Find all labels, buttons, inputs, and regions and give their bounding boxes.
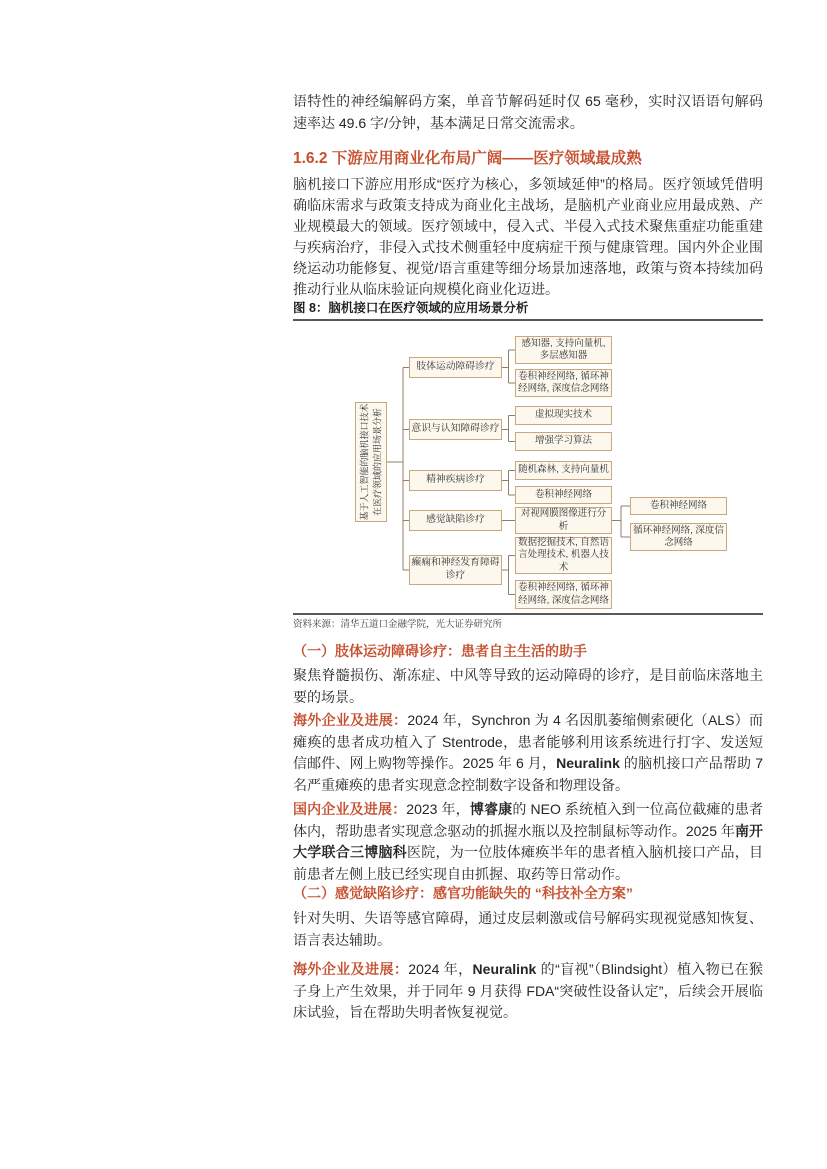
diagram-leaf: 随机森林, 支持向量机 (515, 461, 612, 480)
text-segment: 的 NEO 系统植入到一位高位截瘫的患者体内，帮助患者实现意念驱动的抓握水瓶以及控制鼠标等动作。2025 年 (293, 801, 764, 839)
diagram-branch-limb-motor: 肢体运动障碍诊疗 (409, 357, 502, 378)
figure-top-rule (293, 319, 763, 321)
text-segment-bold: 南开大学联合三博脑科 (293, 822, 763, 860)
label-overseas-progress: 海外企业及进展： (293, 961, 409, 977)
diagram-root-label (358, 403, 384, 520)
text-segment: 的脑机接口产品帮助 7 名严重瘫痪的患者实现意念控制数字设备和物理设备。 (293, 755, 763, 793)
diagram-branch-sensory-deficit: 感觉缺陷诊疗 (409, 510, 502, 531)
text-segment: 2023 年， (406, 801, 470, 817)
label-overseas-progress: 海外企业及进展： (293, 712, 408, 728)
text-segment-bold: 博睿康 (469, 801, 513, 817)
text-segment: 医院，为一位肢体瘫痪半年的患者植入脑机接口产品，目前患者左侧上肢已经实现自由抓握、取药等日常动作。 (293, 844, 763, 882)
figure-title: 图 8：脑机接口在医疗领域的应用场景分析 (293, 301, 529, 315)
text-segment: 2024 年， (408, 961, 473, 977)
paragraph-s1-overseas (293, 710, 763, 796)
diagram-node-retina-analysis: 对视网膜图像进行分析 (515, 507, 612, 534)
figure-8-diagram (295, 333, 765, 613)
section-heading-2: （二）感觉缺陷诊疗：感官功能缺失的 “科技补全方案” (293, 885, 633, 901)
text-segment: 2024 年，Synchron 为 4 名因肌萎缩侧索硬化（ALS）而瘫痪的患者成功植入了 Stentrode，患者能够利用该系统进行打字、发送短信邮件、网上购物等操作。2025 年 6 月， (293, 712, 763, 771)
paragraph-s1-domestic (293, 799, 763, 885)
diagram-leaf: 感知器, 支持向量机, 多层感知器 (515, 336, 612, 364)
paragraph-s2-intro: 针对失明、失语等感官障碍，通过皮层刺激或信号解码实现视觉感知恢复、语言表达辅助。 (293, 910, 763, 948)
diagram-leaf: 数据挖掘技术, 自然语言处理技术, 机器人技术 (515, 537, 612, 574)
section-heading-1-6-2: 1.6.2 下游应用商业化布局广阔——医疗领域最成熟 (293, 150, 642, 167)
text-segment: 的“盲视”（Blindsight）植入物已在猴子身上产生效果，并于同年 9 月获得 FDA“突破性设备认定”，后续会开展临床试验，旨在帮助失明者恢复视觉。 (293, 961, 763, 1020)
paragraph-decoding-tail: 语特性的神经编解码方案，单音节解码延时仅 65 毫秒，实时汉语语句解码速率达 49.6 字/分钟，基本满足日常交流需求。 (293, 93, 763, 131)
diagram-leaf: 卷积神经网络, 循环神经网络, 深度信念网络 (515, 580, 612, 609)
figure-bottom-rule (293, 613, 763, 615)
diagram-branch-cognition: 意识与认知障碍诊疗 (409, 419, 502, 440)
diagram-branch-epilepsy: 癫痫和神经发育障碍诊疗 (409, 555, 502, 585)
diagram-leaf: 循环神经网络, 深度信念网络 (630, 523, 727, 551)
paragraph-s2-overseas (293, 959, 763, 1024)
paragraph-s1-intro: 聚焦脊髓损伤、渐冻症、中风等导致的运动障碍的诊疗，是目前临床落地主要的场景。 (293, 667, 763, 705)
diagram-leaf: 虚拟现实技术 (515, 406, 612, 425)
diagram-root-node (355, 402, 387, 522)
section-heading-1: （一）肢体运动障碍诊疗：患者自主生活的助手 (293, 643, 587, 659)
diagram-leaf: 增强学习算法 (515, 432, 612, 451)
diagram-leaf: 卷积神经网络 (515, 486, 612, 504)
diagram-branch-mental-illness: 精神疾病诊疗 (409, 470, 502, 491)
diagram-leaf: 卷积神经网络 (630, 497, 727, 515)
text-segment-bold: Neuralink (556, 755, 620, 771)
diagram-leaf: 卷积神经网络, 循环神经网络, 深度信念网络 (515, 369, 612, 397)
figure-source: 资料来源：清华五道口金融学院，光大证券研究所 (293, 619, 503, 630)
paragraph-overview: 脑机接口下游应用形成“医疗为核心，多领域延伸”的格局。医疗领域凭借明确临床需求与政策支持成为商业化主战场，是脑机产业商业应用最成熟、产业规模最大的领域。医疗领域中，侵入式、半侵入式技术聚焦重症功能重建与疾病治疗，非侵入式技术侧重轻中度病症干预与健康管理。国内外企业围绕运动功能修复、视觉/语言重建等细分场景加速落地，政策与资本持续加码推动行业从临床验证向规模化商业化迈进。 (293, 176, 763, 297)
label-domestic-progress: 国内企业及进展： (293, 801, 407, 817)
root-label-line2: 在医疗领域的应用场景分析 (372, 407, 383, 517)
text-segment-bold: Neuralink (472, 961, 537, 977)
root-label-line1: 基于人工智能的脑机接口技术 (358, 403, 369, 521)
